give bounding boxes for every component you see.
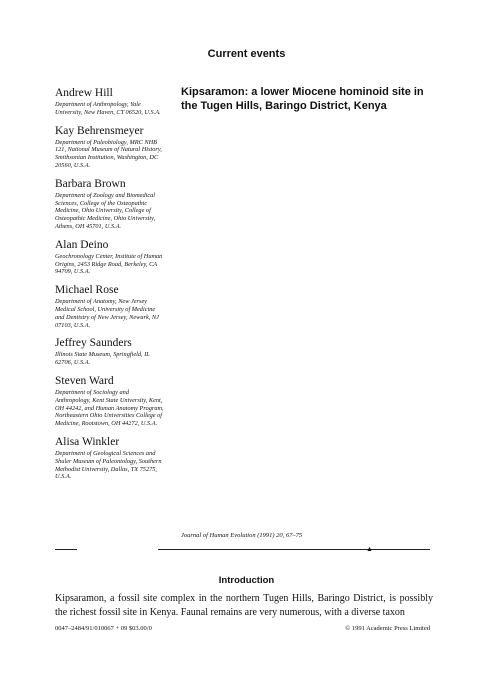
author-block	[55, 283, 165, 329]
author-name: Michael Rose	[55, 284, 119, 297]
article-title: Kipsaramon: a lower Miocene hominoid site in the Tugen Hills, Baringo District, Kenya	[181, 86, 424, 112]
author-block	[55, 336, 165, 367]
divider-rule	[158, 549, 430, 550]
author-block	[55, 374, 165, 428]
author-block	[55, 177, 165, 231]
author-block	[55, 238, 165, 276]
author-name: Andrew Hill	[55, 87, 113, 99]
footer-issn: 0047–2484/91/010067 + 09 $03.00/0	[55, 625, 152, 632]
author-affiliation: Department of Zoology and Biomedical Sciences, College of the Osteopathic Medicine, Ohio University, College of Osteopathic Medicine, Ohio University, Athens, OH 45701, U.S.A.	[55, 191, 156, 230]
author-name: Kay Behrensmeyer	[55, 124, 144, 137]
author-affiliation: Department of Sociology and Anthropology, Kent State University, Kent, OH 44242, and Human Anatomy Program, Northeastern Ohio Universities College of Medicine, Rootstown, OH 44272, U.S.A.	[55, 388, 164, 428]
author-name: Alan Deino	[55, 238, 109, 251]
author-list	[55, 86, 165, 488]
introduction-text: Kipsaramon, a fossil site complex in the northern Tugen Hills, Baringo District, is possibly the richest fossil site in Kenya. Faunal remains are very numerous, with a diverse taxon	[55, 593, 433, 618]
author-affiliation: Department of Paleobiology, MRC NHB 121, National Museum of Natural History, Smithsonian Institution, Washington, DC 20560, U.S.A.	[55, 138, 162, 169]
section-heading: Current events	[207, 48, 286, 60]
introduction-heading: Introduction	[218, 575, 275, 586]
author-affiliation: Department of Anatomy, New Jersey Medical School, University of Medicine and Dentistry of New Jersey, Newark, NJ 07103, U.S.A.	[55, 298, 159, 329]
author-name: Steven Ward	[55, 374, 114, 387]
rule-marker-icon: ▲	[366, 545, 373, 553]
author-block	[55, 435, 165, 481]
author-affiliation: Department of Geological Sciences and Shuler Museum of Paleontology, Southern Methodist University, Dallas, TX 75275, U.S.A.	[55, 449, 162, 481]
footer-copyright: © 1991 Academic Press Limited	[345, 625, 430, 632]
journal-citation: Journal of Human Evolution (1991) 20, 67–75	[181, 532, 303, 539]
author-affiliation: Illinois State Museum, Springfield, IL 62706, U.S.A.	[55, 351, 150, 367]
author-affiliation: Department of Anthropology, Yale University, New Haven, CT 06520, U.S.A.	[55, 101, 161, 116]
author-name: Jeffrey Saunders	[55, 337, 132, 350]
author-block	[55, 124, 165, 170]
author-affiliation: Geochronology Center, Institute of Human Origins, 2453 Ridge Road, Berkeley, CA 94709, U.S.A.	[55, 252, 163, 276]
author-block	[55, 86, 165, 117]
divider-rule	[55, 549, 77, 550]
author-name: Alisa Winkler	[55, 435, 120, 448]
author-name: Barbara Brown	[55, 177, 126, 190]
